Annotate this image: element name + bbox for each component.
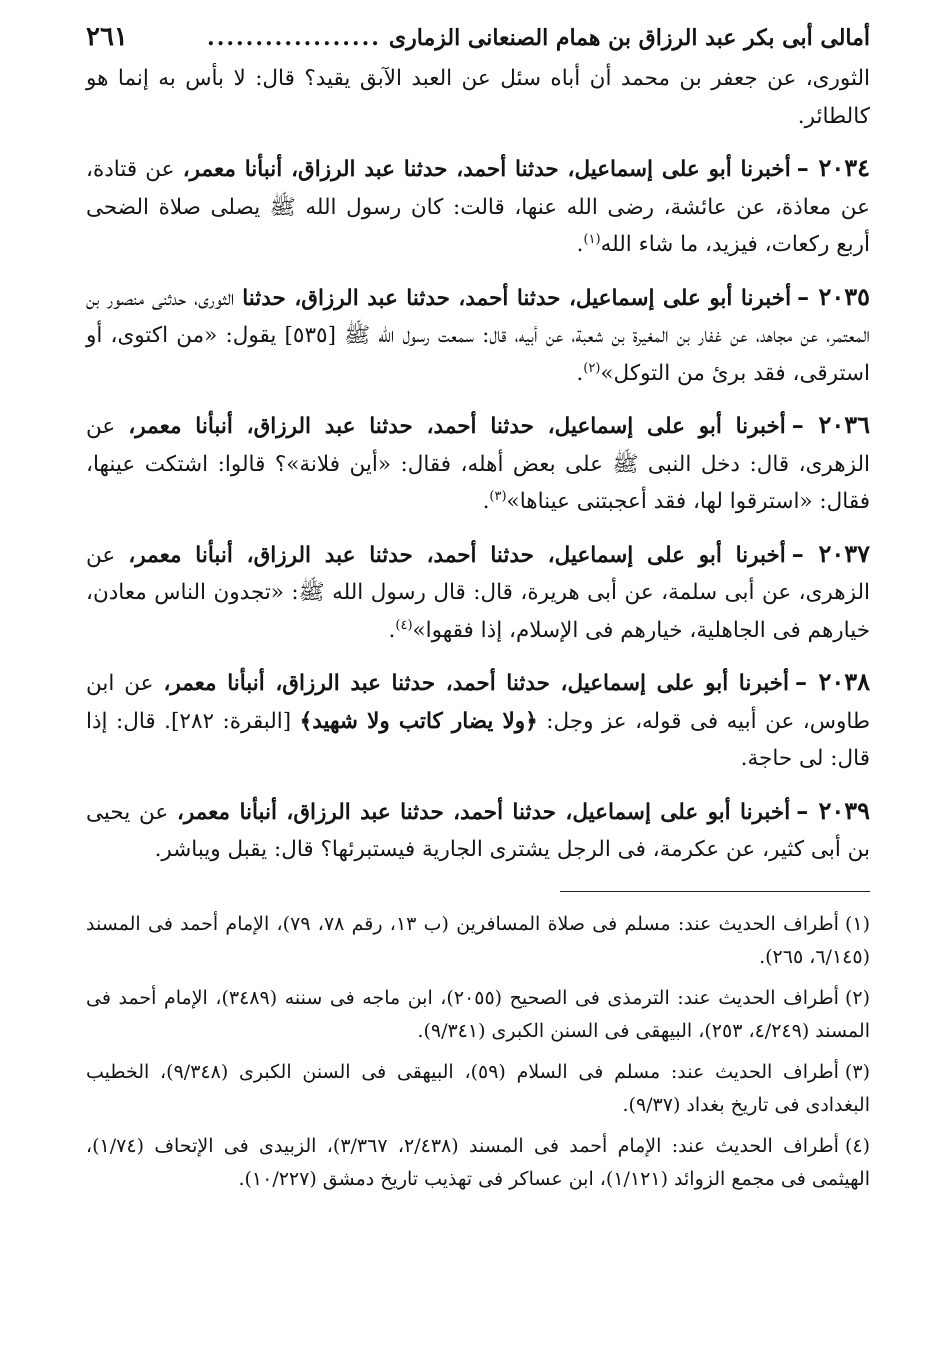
hadith-number: ٢٠٣٥ – (797, 281, 871, 311)
hadith-isnad: أخبرنا أبو على إسماعيل، حدثنا أحمد، حدثنا عبد الرزاق، أنبأنا معمر، (176, 799, 791, 825)
hadith-number: ٢٠٣٦ – (791, 410, 871, 439)
hadith-number: ٢٠٣٩ – (796, 795, 871, 825)
hadith-isnad: أخبرنا أبو على إسماعيل، حدثنا أحمد، حدثنا عبد الرزاق، أنبأنا معمر، (128, 414, 786, 439)
footnote-3 (86, 1056, 870, 1122)
footnote-text: أطراف الحديث عند: مسلم فى السلام (٥٩)، البيهقى فى السنن الكبرى (٩/٣٤٨)، الخطيب البغدادى فى تاريخ بغداد (٩/٣٧). (86, 1060, 870, 1116)
hadith-text: عن الزهرى، عن أبى سلمة، عن أبى هريرة، قال: قال رسول الله ﷺ: «تجدون الناس معادن، خيارهم فى الجاهلية، خيارهم فى الإسلام، إذا فقهوا» (86, 542, 870, 643)
footnote-text: أطراف الحديث عند: مسلم فى صلاة المسافرين (ب ١٣، رقم ٧٨، ٧٩)، الإمام أحمد فى المسند (٦/١٤٥، ٢٦٥). (86, 912, 870, 968)
footnote-1 (86, 908, 870, 974)
hadith-text: عن قتادة، عن معاذة، عن عائشة، رضى الله عنها، قالت: كان رسول الله ﷺ يصلى صلاة الضحى أربع ركعات، فيزيد، ما شاء الله (86, 157, 870, 257)
page-number: ٢٦١ (86, 22, 128, 52)
paragraph-continuation (86, 60, 870, 135)
hadith-isnad: أخبرنا أبو على إسماعيل، حدثنا أحمد، حدثنا عبد الرزاق، أنبأنا معمر، (182, 157, 791, 182)
hadith-isnad: أخبرنا أبو على إسماعيل، حدثنا أحمد، حدثنا عبد الرزاق، أنبأنا معمر، (163, 671, 789, 696)
hadith-2037 (86, 535, 870, 650)
footnote-ref[interactable]: (٣) (489, 488, 507, 504)
hadith-number: ٢٠٣٨ – (794, 667, 871, 696)
hadith-2039 (86, 792, 870, 869)
footnotes (86, 908, 870, 1196)
hadith-number: ٢٠٣٧ – (791, 538, 871, 568)
sentence-end: . (576, 360, 584, 386)
hadith-2038 (86, 663, 870, 778)
hadith-2036 (86, 406, 870, 521)
footnote-4 (86, 1130, 870, 1196)
footnote-ref[interactable]: (٢) (583, 360, 601, 376)
hadith-text-continued: [البقرة: ٢٨٢]. قال: إذا قال: لى حاجة. (86, 708, 870, 771)
hadith-2034 (86, 149, 870, 264)
footnote-mark: (١) (844, 912, 870, 935)
hadith-text: الثورى، حدثنى منصور بن المعتمر، عن مجاهد، عن غفار بن المغيرة بن شعبة، عن أبيه، قال: سمعت رسول الله ﷺ [٥٣٥] يقول: «من اكتوى، أو استرقى، فقد برئ من التوكل» (86, 285, 870, 386)
running-header (86, 22, 870, 60)
hadith-isnad: أخبرنا أبو على إسماعيل، حدثنا أحمد، حدثنا عبد الرزاق، أنبأنا معمر، (128, 542, 786, 568)
quran-verse: ﴿ولا يضار كاتب ولا شهيد﴾ (299, 708, 538, 734)
sentence-end: . (388, 617, 396, 643)
footnote-text: أطراف الحديث عند: الإمام أحمد فى المسند (٢/٤٣٨، ٣/٣٦٧)، الزبيدى فى الإتحاف (١/٧٤)، الهيثمى فى مجمع الزوائد (١/١٢١)، ابن عساكر فى تهذيب تاريخ دمشق (١٠/٢٢٧). (86, 1134, 870, 1190)
hadith-text: عن ابن طاوس، عن أبيه فى قوله، عز وجل: (86, 671, 870, 734)
footnote-mark: (٤) (844, 1134, 871, 1157)
hadith-text: عن الزهرى، قال: دخل النبى ﷺ على بعض أهله، فقال: «أين فلانة»؟ قالوا: اشتكت عينها، فقال: «استرقوا لها، فقد أعجبتنى عيناها» (86, 414, 870, 514)
footnote-divider (560, 891, 870, 892)
sentence-end: . (482, 489, 490, 514)
running-title: أمالى أبى بكر عبد الرزاق بن همام الصنعانى الزمارى (388, 25, 870, 51)
paragraph-text: الثورى، عن جعفر بن محمد أن أباه سئل عن العبد الآبق يقيد؟ قال: لا بأس به إنما هو كالطائر. (86, 66, 870, 129)
dot-leader: .................. (207, 25, 381, 51)
book-page (86, 22, 870, 1342)
footnote-2 (86, 982, 870, 1048)
footnote-ref[interactable]: (١) (583, 231, 601, 247)
hadith-text: عن يحيى بن أبى كثير، عن عكرمة، فى الرجل يشترى الجارية فيستبرئها؟ قال: يقبل ويباشر. (86, 799, 870, 862)
footnote-ref[interactable]: (٤) (395, 617, 413, 633)
main-text (86, 60, 870, 869)
hadith-2035 (86, 278, 870, 393)
sentence-end: . (576, 232, 584, 257)
hadith-isnad: أخبرنا أبو على إسماعيل، حدثنا أحمد، حدثنا عبد الرزاق، حدثنا (242, 285, 792, 311)
footnote-mark: (٣) (844, 1060, 870, 1083)
footnote-mark: (٢) (844, 986, 870, 1009)
footnote-text: أطراف الحديث عند: الترمذى فى الصحيح (٢٠٥٥)، ابن ماجه فى سننه (٣٤٨٩)، الإمام أحمد فى المسند (٤/٢٤٩، ٢٥٣)، البيهقى فى السنن الكبرى (٩/٣٤١). (86, 986, 870, 1042)
hadith-number: ٢٠٣٤ – (796, 153, 870, 182)
